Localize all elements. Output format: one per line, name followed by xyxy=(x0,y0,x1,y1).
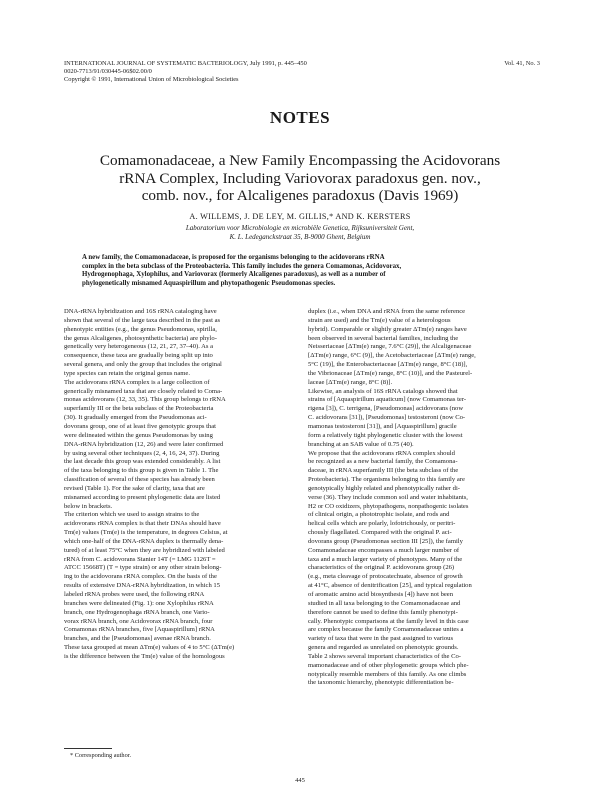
abstract-line: phylogenetically misnamed Aquaspirillum and phytopathogenic Pseudomonas species. xyxy=(82,279,336,287)
body-text-line: classification of several of these species has already been xyxy=(64,476,215,484)
title-line: rRNA Complex, Including Variovorax paradoxus gen. nov., xyxy=(119,169,481,187)
footnote-rule xyxy=(64,748,112,749)
body-text-line: C. acidovorans [31]), [Pseudomonas] testosteroni (now Co- xyxy=(308,414,466,422)
body-text-line: shown that several of the large taxa described in the past as xyxy=(64,316,221,324)
body-text-line: been observed in several bacterial families, including the xyxy=(308,334,459,342)
body-text-line: 5°C (19)], the Enterobacteriaceae [ΔTm(e) range, 8°C (18)], xyxy=(308,361,468,369)
body-text-line: rRNA from C. acidovorans Stanier 14T (= LMG 1126T = xyxy=(64,555,216,563)
body-text-line: of the taxa belonging to this group is given in Table 1. The xyxy=(64,467,219,475)
body-text-line: cally. Phenotypic comparisons at the family level in this case xyxy=(308,617,469,625)
body-text-line: characteristics of the original P. acidovorans group (26) xyxy=(308,564,455,572)
body-text-line: therefore cannot be used to define this family phenotypi- xyxy=(308,608,458,616)
body-text-line: variety of taxa that were in the past assigned to various xyxy=(308,635,454,643)
journal-citation-line: INTERNATIONAL JOURNAL OF SYSTEMATIC BACTERIOLOGY, July 1991, p. 445–450 xyxy=(64,60,307,67)
article-title xyxy=(40,152,560,205)
body-text-line: below in brackets. xyxy=(64,502,113,510)
body-text-line: H2 or CO oxidizers, phytopathogens, nonpathogenic isolates xyxy=(308,502,469,510)
body-text-line: taxa and a much larger variety of phenotypes. Many of the xyxy=(308,555,463,563)
body-text-line: (e.g., meta cleavage of protocatechuate, absence of growth xyxy=(308,573,463,581)
body-text-line: Proteobacteria). The organisms belonging to this family are xyxy=(308,476,465,484)
body-text-line: at 41°C, absence of denitrification [25], and typical regulation xyxy=(308,582,472,590)
body-text-line: generically misnamed taxa that are closely related to Coma- xyxy=(64,387,223,395)
page-number: 445 xyxy=(295,777,305,784)
body-text-line: helical cells which are polarly, lofotrichously, or peritri- xyxy=(308,520,456,528)
body-text-line: Comamonadaceae encompasses a much larger number of xyxy=(308,546,460,554)
body-text-line: consequence, these taxa are gradually being split up into xyxy=(64,352,213,360)
body-text-line: is the difference between the Tm(e) value of the homologous xyxy=(64,652,225,660)
title-line: Comamonadaceae, a New Family Encompassing the Acidovorans xyxy=(99,152,501,169)
body-text-line: branches were delineated (Fig. 1): one Xylophilus rRNA xyxy=(64,599,214,607)
body-text-line: Neisseriaceae [ΔTm(e) range, 7.6°C (29)], the Alcaligenaceae xyxy=(308,343,472,351)
body-text-line: labeled rRNA probes were used, the following rRNA xyxy=(64,591,205,598)
body-text-line: mamonas testosteroni [31]), and [Aquaspirillum] gracile xyxy=(308,422,457,430)
abstract-line: Hydrogenophaga, Xylophilus, and Variovorax (formerly Alcaligenes paradoxus), as well as a number of xyxy=(82,271,386,279)
affiliation-line: K. L. Ledeganckstraat 35, B-9000 Ghent, Belgium xyxy=(229,233,371,241)
body-text-line: laceae [ΔTm(e) range, 8°C (8)]. xyxy=(308,378,393,386)
abstract-line: A new family, the Comamonadaceae, is proposed for the organisms belonging to the acidovorans rRNA xyxy=(82,254,385,261)
author-list: A. WILLEMS, J. DE LEY, M. GILLIS,* AND K. KERSTERS xyxy=(189,212,411,221)
body-text-line: branch, one Hydrogenophaga rRNA branch, one Vario- xyxy=(64,608,210,616)
body-text-line: strain are used) and the Tm(e) value of a heterologous xyxy=(308,316,451,324)
body-text-line: chously flagellated. Compared with the original P. aci- xyxy=(308,529,452,537)
body-text-line: of clinical origin, a phototrophic isolate, and rods and xyxy=(308,511,450,519)
body-text-line: monas acidovorans (12, 33, 35). This group belongs to rRNA xyxy=(64,396,226,404)
body-text-line: the last decade this group was extended considerably. A list xyxy=(64,458,221,466)
body-text-line: were delineated within the genus Pseudomonas by using xyxy=(64,431,213,439)
body-text-line: dovorans group (Pseudomonas section III [25]), the family xyxy=(308,537,463,545)
body-text-line: superfamily III or the beta subclass of the Proteobacteria xyxy=(64,405,214,413)
body-text-line: DNA-rRNA hybridization (12, 26) and were later confirmed xyxy=(64,440,224,448)
journal-header xyxy=(64,60,540,85)
body-text-line: strains of [Aquaspirillum aquaticum] (now Comamonas ter- xyxy=(308,396,467,404)
volume-label: Vol. 41, No. 3 xyxy=(504,60,540,67)
title-line: comb. nov., for Alcaligenes paradoxus (Davis 1969) xyxy=(141,187,459,204)
body-text-line: mamonadaceae and of other phylogenetic groups which phe- xyxy=(308,661,469,669)
body-text-line: misnamed according to present phylogenetic data are listed xyxy=(64,493,221,501)
body-text-line: duplex (i.e., when DNA and rRNA from the same reference xyxy=(308,308,466,315)
body-text-line: [ΔTm(e) range, 6°C (9)], the Acetobacteriaceae [ΔTm(e) range, xyxy=(308,352,476,360)
footnote: * Corresponding author. xyxy=(70,752,132,759)
affiliation xyxy=(0,224,600,242)
body-text-line: by using several other techniques (2, 4, 16, 24, 37). During xyxy=(64,449,220,457)
body-text-line: type species can retain the original genus name. xyxy=(64,369,190,377)
body-text-line: Table 2 shows several important characteristics of the Co- xyxy=(308,652,461,660)
body-text-line: be recognized as a new bacterial family, the Comamona- xyxy=(308,458,458,466)
section-heading: NOTES xyxy=(269,108,331,127)
body-text-line: branches, and the [Pseudomonas] avenae rRNA branch. xyxy=(64,635,211,643)
issn-line: 0020-7713/91/030445-06$02.00/0 xyxy=(64,68,152,76)
body-text-line: (30). It gradually emerged from the Pseudomonas aci- xyxy=(64,414,207,422)
affiliation-line: Laboratorium voor Microbiologie en microbiële Genetica, Rijksuniversiteit Gent, xyxy=(185,224,415,232)
body-text-line: revised (Table 1). For the sake of clarity, taxa that are xyxy=(64,484,205,492)
abstract xyxy=(82,254,518,288)
body-text-line: notypically resemble members of this family. As one climbs xyxy=(308,670,467,678)
body-text-line: the Vibrionaceae [ΔTm(e) range, 8°C (10)], and the Pasteurel- xyxy=(308,369,473,377)
abstract-line: complex in the beta subclass of the Proteobacteria. This family includes the genera Comamonas, Acidovorax, xyxy=(82,262,402,270)
body-column-left xyxy=(64,308,296,662)
body-text-line: which one-half of the DNA-rRNA duplex is thermally dena- xyxy=(64,537,224,545)
body-text-line: We propose that the acidovorans rRNA complex should xyxy=(308,449,455,457)
body-text-line: the genus Alcaligenes, photosynthetic bacteria) are phylo- xyxy=(64,334,217,342)
body-text-line: phenotypic entities (e.g., the genus Pseudomonas, spirilla, xyxy=(64,325,217,333)
body-column-right xyxy=(308,308,540,688)
body-text-line: results of extensive DNA-rRNA hybridization, in which 15 xyxy=(64,582,221,590)
body-text-line: daceae, in rRNA superfamily III (the beta subclass of the xyxy=(308,467,459,475)
body-text-line: genera and regarded as unrelated on phenotypic grounds. xyxy=(308,644,459,652)
body-text-line: several genera, and only the group that includes the original xyxy=(64,361,222,369)
body-text-line: The criterion which we used to assign strains to the xyxy=(64,511,200,519)
body-text-line: dovorans group, one of at least five genotypic groups that xyxy=(64,422,216,430)
copyright-line: Copyright © 1991, International Union of Microbiological Societies xyxy=(64,76,239,84)
body-text-line: studied in all taxa belonging to the Comamonadaceae and xyxy=(308,599,461,607)
body-text-line: genetically very heterogeneous (12, 21, 27, 37–40). As a xyxy=(64,343,214,351)
body-text-line: Likewise, an analysis of 16S rRNA catalogs showed that xyxy=(308,387,458,395)
body-text-line: Tm(e) values (Tm(e) is the temperature, in degrees Celsius, at xyxy=(64,529,228,537)
body-text-line: These taxa grouped at mean ΔTm(e) values of 4 to 5°C (ΔTm(e) xyxy=(64,644,235,652)
body-text-line: hybrid). Comparable or slightly greater ΔTm(e) ranges have xyxy=(308,325,467,333)
body-text-line: are complex because the family Comamonadaceae unites a xyxy=(308,626,464,634)
body-text-line: vorax rRNA branch, one Acidovorax rRNA branch, four xyxy=(64,617,213,625)
body-text-line: ing to the acidovorans rRNA complex. On the basis of the xyxy=(64,573,217,581)
body-text-line: genotypically highly related and phenotypically rather di- xyxy=(308,484,460,492)
body-text-line: tured) of at least 75°C when they are hybridized with labeled xyxy=(64,546,225,554)
body-text-line: verse (36). They include common soil and water inhabitants, xyxy=(308,493,468,501)
body-text-line: DNA-rRNA hybridization and 16S rRNA cataloging have xyxy=(64,308,217,315)
body-text-line: branching at an SAB value of 0.75 (40). xyxy=(308,440,414,448)
body-text-line: acidovorans rRNA complex is that their DNAs should have xyxy=(64,520,221,528)
body-text-line: ATCC 15668T) (T = type strain) or any other strain belong- xyxy=(64,564,222,572)
body-text-line: of aromatic amino acid biosynthesis [4]) have not been xyxy=(308,591,454,598)
body-text-line: rigena [3]), C. terrigena, [Pseudomonas] acidovorans (now xyxy=(308,405,464,413)
body-text-line: form a relatively tight phylogenetic cluster with the lowest xyxy=(308,431,463,439)
body-text-line: Comamonas rRNA branches, five [Aquaspirillum] rRNA xyxy=(64,626,215,634)
body-text-line: The acidovorans rRNA complex is a large collection of xyxy=(64,378,210,386)
body-text-line: the taxonomic hierarchy, phenotypic differentiation be- xyxy=(308,679,454,687)
